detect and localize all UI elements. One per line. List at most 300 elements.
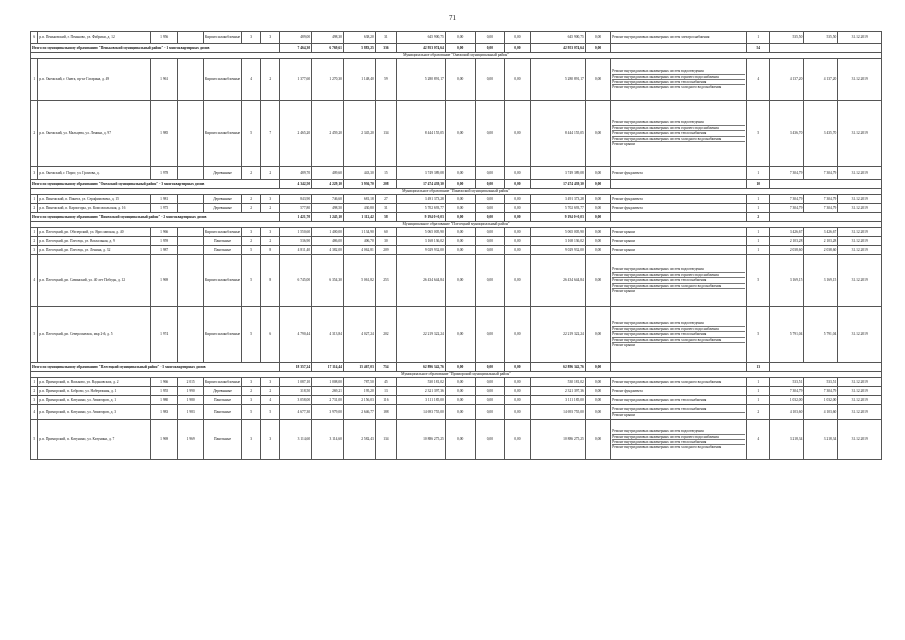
work-item: Ремонт внутридомовых инженерных систем горячего водоснабжения	[612, 125, 745, 130]
total-spacer	[770, 180, 882, 189]
floors-count: 4	[242, 59, 261, 101]
works-count: 1	[747, 378, 770, 387]
build-year: 1 956	[150, 32, 178, 44]
repair-cost: 8 444 155,05	[397, 101, 446, 167]
build-year: 1 975	[150, 204, 178, 213]
work-item: Ремонт внутридомовых инженерных систем холодного водоснабжения	[612, 136, 745, 141]
residents-count: 116	[375, 396, 396, 405]
total-fund-owners: 9 194 0+0,03	[530, 213, 585, 222]
fund-other: 0,00	[585, 237, 610, 246]
works-count: 1	[747, 195, 770, 204]
total-spacer	[611, 213, 747, 222]
table-row	[31, 378, 882, 387]
floors-count: 2	[242, 195, 261, 204]
work-item: Ремонт внутридомовых инженерных систем теплоснабжения	[612, 130, 745, 135]
table-row	[31, 255, 882, 307]
fund-federal: 0,00	[445, 396, 475, 405]
unit-cost-limit: 4 103,60	[804, 405, 838, 420]
row-number: 1	[31, 378, 38, 387]
area-premises: 3 979,00	[312, 405, 344, 420]
works-list	[611, 32, 747, 44]
table-row	[31, 246, 882, 255]
table-row	[31, 32, 882, 44]
repair-cost: 2 321 397,36	[397, 387, 446, 396]
entrances-count: 3	[261, 378, 280, 387]
total-row	[31, 363, 882, 372]
wall-material: Деревянные	[203, 204, 241, 213]
residents-count: 13	[375, 387, 396, 396]
unit-cost-limit: 1 032,00	[804, 396, 838, 405]
total-area-premises: 17 114,44	[312, 363, 344, 372]
row-number: 4	[31, 255, 38, 307]
residents-count: 188	[375, 405, 396, 420]
house-address: р.п. Приморский, п. Катунино, ул. Авиаторов, д. 1	[38, 396, 150, 405]
fund-federal: 0,00	[445, 204, 475, 213]
build-year: 1 981	[150, 195, 178, 204]
total-area-residential: 3 936,70	[343, 180, 375, 189]
total-fund-regional: 0,00	[475, 363, 505, 372]
completion-date: 31.12.2019	[838, 228, 882, 237]
build-year: 1 969	[150, 420, 178, 460]
build-year: 1 985	[150, 101, 178, 167]
residents-count: 253	[375, 255, 396, 307]
total-residents: 58	[375, 213, 396, 222]
house-address: р.п. Плесецкий, рп. Плесецк, ул. Вокзальная, д. 9	[38, 237, 150, 246]
area-premises: 269,21	[312, 387, 344, 396]
fund-other: 0,00	[585, 32, 610, 44]
entrances-count: 3	[261, 228, 280, 237]
work-item: Ремонт внутридомовых инженерных систем холодного водоснабжения	[612, 444, 745, 449]
entrances-count: 5	[261, 405, 280, 420]
residents-count: 31	[375, 32, 396, 44]
fund-owners: 22 219 322,24	[530, 307, 585, 363]
total-area-premises: 1 245,10	[312, 213, 344, 222]
overhaul-year	[178, 167, 203, 180]
total-fund-local: 0,00	[505, 363, 530, 372]
area-residential: 406,70	[343, 237, 375, 246]
repair-cost: 5 065 005,90	[397, 228, 446, 237]
fund-owners: 3 491 373,28	[530, 195, 585, 204]
area-premises: 3 114,60	[312, 420, 344, 460]
fund-other: 0,00	[585, 228, 610, 237]
fund-owners: 3 111 185,00	[530, 396, 585, 405]
area-premises: 2 459,20	[312, 101, 344, 167]
repair-cost: 3 749 389,08	[397, 167, 446, 180]
unit-cost-limit: 7 304,79	[804, 204, 838, 213]
table-row	[31, 396, 882, 405]
overhaul-year: 1 980	[178, 396, 203, 405]
row-number: 2	[31, 101, 38, 167]
entrances-count: 3	[261, 32, 280, 44]
unit-cost: 7 304,79	[770, 387, 804, 396]
fund-regional: 0,00	[475, 420, 505, 460]
completion-date: 31.12.2019	[838, 255, 882, 307]
works-list	[611, 228, 747, 237]
works-count: 1	[747, 167, 770, 180]
house-address: р.п. Приморский, п. Катунино, ул. Катунина, д. 7	[38, 420, 150, 460]
work-item: Ремонт фундамента	[612, 205, 643, 210]
wall-material: Панельные	[203, 246, 241, 255]
unit-cost: 1 032,00	[770, 396, 804, 405]
residents-count: 30	[375, 237, 396, 246]
total-fund-local: 0,00	[505, 44, 530, 53]
works-count: 1	[747, 387, 770, 396]
fund-local: 0,00	[505, 255, 530, 307]
area-total: 318,50	[280, 387, 312, 396]
fund-owners: 5 702 693,77	[530, 204, 585, 213]
municipality-title: Муниципальное образование "Онежский муниципальный район"	[31, 53, 882, 59]
total-cost: 42 953 074,64	[397, 44, 446, 53]
total-area: 18 357,24	[280, 363, 312, 372]
completion-date: 31.12.2019	[838, 405, 882, 420]
total-works-count: 13	[747, 363, 770, 372]
works-list	[611, 255, 747, 307]
fund-other: 0,00	[585, 195, 610, 204]
unit-cost: 2 038,60	[770, 246, 804, 255]
area-residential: 2 345,20	[343, 101, 375, 167]
table-row	[31, 237, 882, 246]
area-residential: 4 027,24	[343, 307, 375, 363]
works-count: 4	[747, 420, 770, 460]
fund-owners: 14 693 755,00	[530, 405, 585, 420]
residents-count: 59	[375, 59, 396, 101]
completion-date: 31.12.2019	[838, 101, 882, 167]
work-item: Ремонт фундамента	[612, 196, 643, 201]
area-residential: 681,18	[343, 195, 375, 204]
wall-material: Деревянные	[203, 167, 241, 180]
work-item: Ремонт внутридомовых инженерных систем водоотведения	[612, 429, 704, 434]
repair-cost: 9 029 932,00	[397, 246, 446, 255]
overhaul-year	[178, 59, 203, 101]
fund-local: 0,00	[505, 32, 530, 44]
overhaul-year	[178, 195, 203, 204]
total-area: 4 342,50	[280, 180, 312, 189]
total-residents: 754	[375, 363, 396, 372]
wall-material: Кирпич шлакоблочные	[203, 59, 241, 101]
works-list	[611, 167, 747, 180]
build-year: 1 966	[150, 378, 178, 387]
works-count: 1	[747, 396, 770, 405]
unit-cost-limit: 3 426,67	[804, 228, 838, 237]
completion-date: 31.12.2019	[838, 195, 882, 204]
table-row	[31, 101, 882, 167]
house-address: р.п. Пинежский, п. Пинега, ул. Серафимовича, д. 15	[38, 195, 150, 204]
wall-material: Панельные	[203, 420, 241, 460]
wall-material: Панельные	[203, 237, 241, 246]
fund-regional: 0,00	[475, 246, 505, 255]
work-item: Ремонт крыши	[612, 288, 745, 293]
entrances-count: 2	[261, 387, 280, 396]
repair-cost: 5 702 693,77	[397, 204, 446, 213]
floors-count: 5	[242, 255, 261, 307]
total-fund-regional: 0,00	[475, 213, 505, 222]
wall-material: Кирпич шлакоблочные	[203, 307, 241, 363]
works-count: 1	[747, 204, 770, 213]
fund-federal: 0,00	[445, 195, 475, 204]
fund-federal: 0,00	[445, 246, 475, 255]
area-total: 1 087,10	[280, 378, 312, 387]
fund-federal: 0,00	[445, 101, 475, 167]
total-spacer	[611, 363, 747, 372]
total-fund-federal: 0,00	[445, 213, 475, 222]
work-item: Ремонт внутридомовых инженерных систем холодного водоснабжения	[612, 379, 722, 384]
house-address: р.п. Пеньковский, г. Пеньково, ул. Фабрики, д. 12	[38, 32, 150, 44]
fund-owners: 10 886 275,25	[530, 420, 585, 460]
fund-other: 0,00	[585, 378, 610, 387]
works-list	[611, 237, 747, 246]
fund-owners: 5 065 005,90	[530, 228, 585, 237]
total-fund-owners: 17 474 439,30	[530, 180, 585, 189]
works-count: 5	[747, 255, 770, 307]
fund-local: 0,00	[505, 378, 530, 387]
total-area-premises: 6 769,61	[312, 44, 344, 53]
unit-cost: 5 791,04	[770, 307, 804, 363]
build-year: 1 974	[150, 307, 178, 363]
unit-cost-limit: 535,50	[804, 32, 838, 44]
area-total: 4 811,40	[280, 246, 312, 255]
fund-other: 0,00	[585, 246, 610, 255]
residents-count: 31	[375, 204, 396, 213]
unit-cost-limit: 7 304,79	[804, 195, 838, 204]
overhaul-year: 1 990	[178, 387, 203, 396]
fund-local: 0,00	[505, 59, 530, 101]
area-total: 489,00	[280, 32, 312, 44]
unit-cost: 3 169,15	[770, 255, 804, 307]
floors-count: 3	[242, 228, 261, 237]
fund-federal: 0,00	[445, 378, 475, 387]
row-number: 2	[31, 204, 38, 213]
floors-count: 3	[242, 378, 261, 387]
total-fund-other: 0,00	[585, 213, 610, 222]
total-fund-local: 0,00	[505, 180, 530, 189]
unit-cost: 3 436,70	[770, 101, 804, 167]
total-works-count: 54	[747, 44, 770, 53]
work-item: Ремонт крыши	[612, 412, 745, 417]
works-list	[611, 195, 747, 204]
works-count: 1	[747, 246, 770, 255]
work-item: Ремонт крыши	[612, 141, 745, 146]
fund-local: 0,00	[505, 405, 530, 420]
wall-material: Кирпич шлакоблочные	[203, 255, 241, 307]
total-cost: 17 474 439,30	[397, 180, 446, 189]
fund-other: 0,00	[585, 405, 610, 420]
fund-federal: 0,00	[445, 420, 475, 460]
fund-other: 0,00	[585, 255, 610, 307]
row-number: 3	[31, 167, 38, 180]
fund-other: 0,00	[585, 420, 610, 460]
overhaul-year	[178, 228, 203, 237]
work-item: Ремонт внутридомовых инженерных систем электроснабжения	[612, 35, 710, 40]
unit-cost: 2 103,28	[770, 237, 804, 246]
fund-local: 0,00	[505, 195, 530, 204]
entrances-count: 7	[261, 101, 280, 167]
work-item: Ремонт внутридомовых инженерных систем горячего водоснабжения	[612, 74, 745, 79]
repair-cost: 645 900,75	[397, 32, 446, 44]
area-total: 1 377,60	[280, 59, 312, 101]
overhaul-year	[178, 32, 203, 44]
repair-cost: 10 886 275,25	[397, 420, 446, 460]
unit-cost: 535,50	[770, 32, 804, 44]
entrances-count: 8	[261, 255, 280, 307]
house-address: р.п. Приморский, п. Васьково, ул. Вадьковских, д. 2	[38, 378, 150, 387]
total-area-premises: 4 229,10	[312, 180, 344, 189]
unit-cost-limit: 5 791,04	[804, 307, 838, 363]
fund-regional: 0,00	[475, 228, 505, 237]
house-address: р.п. Плесецкий, рп. Савинский, ул. 40 лет Победы, д. 12	[38, 255, 150, 307]
completion-date: 31.12.2019	[838, 237, 882, 246]
works-list	[611, 396, 747, 405]
completion-date: 31.12.2019	[838, 167, 882, 180]
fund-federal: 0,00	[445, 167, 475, 180]
house-address: р.п. Приморский, п. Боброво, ул. Набережная, д. 1	[38, 387, 150, 396]
entrances-count: 4	[261, 396, 280, 405]
floors-count: 5	[242, 405, 261, 420]
unit-cost: 7 304,79	[770, 167, 804, 180]
area-premises: 1 400,00	[312, 228, 344, 237]
unit-cost-limit: 3 169,15	[804, 255, 838, 307]
work-item: Ремонт фундамента	[612, 388, 643, 393]
area-premises: 409,60	[312, 167, 344, 180]
total-fund-other: 0,00	[585, 44, 610, 53]
fund-local: 0,00	[505, 167, 530, 180]
fund-local: 0,00	[505, 396, 530, 405]
overhaul-year: 2 015	[178, 378, 203, 387]
residents-count: 134	[375, 420, 396, 460]
entrances-count: 2	[261, 237, 280, 246]
row-number: 2	[31, 387, 38, 396]
wall-material: Кирпич шлакоблочные	[203, 228, 241, 237]
residents-count: 209	[375, 246, 396, 255]
fund-federal: 0,00	[445, 255, 475, 307]
floors-count: 2	[242, 167, 261, 180]
area-residential: 2 582,43	[343, 420, 375, 460]
fund-regional: 0,00	[475, 32, 505, 44]
unit-cost-limit: 3 218,34	[804, 420, 838, 460]
floors-count: 2	[242, 237, 261, 246]
table-row	[31, 307, 882, 363]
fund-regional: 0,00	[475, 101, 505, 167]
floors-count: 5	[242, 101, 261, 167]
total-fund-owners: 42 953 074,64	[530, 44, 585, 53]
municipality-title: Муниципальное образование "Плесецкий муниципальный район"	[31, 222, 882, 228]
area-premises: 6 354,30	[312, 255, 344, 307]
total-fund-regional: 0,00	[475, 180, 505, 189]
fund-federal: 0,00	[445, 237, 475, 246]
works-count: 2	[747, 405, 770, 420]
entrances-count: 2	[261, 59, 280, 101]
total-fund-federal: 0,00	[445, 363, 475, 372]
fund-other: 0,00	[585, 387, 610, 396]
wall-material: Панельные	[203, 396, 241, 405]
overhaul-year	[178, 255, 203, 307]
build-year: 1 955	[150, 387, 178, 396]
repair-cost: 3 168 136,02	[397, 237, 446, 246]
row-number: 4	[31, 405, 38, 420]
area-total: 3 058,00	[280, 396, 312, 405]
fund-regional: 0,00	[475, 405, 505, 420]
total-area: 1 421,70	[280, 213, 312, 222]
fund-other: 0,00	[585, 307, 610, 363]
table-row	[31, 59, 882, 101]
total-area-residential: 15 467,03	[343, 363, 375, 372]
fund-federal: 0,00	[445, 228, 475, 237]
repair-program-table	[30, 31, 882, 460]
wall-material: Кирпич шлакоблочные	[203, 378, 241, 387]
repair-cost: 530 181,02	[397, 378, 446, 387]
total-spacer	[770, 44, 882, 53]
unit-cost: 4 137,20	[770, 59, 804, 101]
works-list	[611, 387, 747, 396]
repair-cost: 22 219 322,24	[397, 307, 446, 363]
total-spacer	[611, 180, 747, 189]
overhaul-year	[178, 101, 203, 167]
area-total: 4 677,30	[280, 405, 312, 420]
wall-material: Панельные	[203, 405, 241, 420]
residents-count: 15	[375, 167, 396, 180]
table-row	[31, 387, 882, 396]
area-total: 577,80	[280, 204, 312, 213]
total-cost: 9 194 0+0,03	[397, 213, 446, 222]
unit-cost: 4 103,60	[770, 405, 804, 420]
total-label: Итого по муниципальному образованию "Пеньковский муниципальный район" - 1 многоквартирных домов	[31, 44, 280, 53]
fund-regional: 0,00	[475, 387, 505, 396]
fund-owners: 5 280 891,17	[530, 59, 585, 101]
total-fund-federal: 0,00	[445, 44, 475, 53]
build-year: 1 980	[150, 396, 178, 405]
area-total: 489,70	[280, 167, 312, 180]
wall-material: Деревянные	[203, 195, 241, 204]
fund-other: 0,00	[585, 167, 610, 180]
area-residential: 1 134,90	[343, 228, 375, 237]
area-premises: 498,30	[312, 32, 344, 44]
area-residential: 430,80	[343, 204, 375, 213]
residents-count: 45	[375, 378, 396, 387]
table-row	[31, 405, 882, 420]
works-count: 5	[747, 307, 770, 363]
repair-cost: 3 491 373,28	[397, 195, 446, 204]
area-premises: 498,50	[312, 204, 344, 213]
build-year: 1 978	[150, 167, 178, 180]
fund-local: 0,00	[505, 101, 530, 167]
completion-date: 31.12.2019	[838, 246, 882, 255]
unit-cost-limit: 2 103,28	[804, 237, 838, 246]
total-fund-other: 0,00	[585, 180, 610, 189]
total-spacer	[770, 363, 882, 372]
floors-count: 2	[242, 204, 261, 213]
work-item: Ремонт внутридомовых инженерных систем теплоснабжения	[612, 331, 745, 336]
wall-material: Деревянные	[203, 387, 241, 396]
house-address: р.п. Приморский, п. Катунино, ул. Авиаторов, д. 3	[38, 405, 150, 420]
completion-date: 31.12.2019	[838, 420, 882, 460]
fund-regional: 0,00	[475, 255, 505, 307]
repair-cost: 14 693 755,00	[397, 405, 446, 420]
total-works-count: 10	[747, 180, 770, 189]
area-residential: 195,20	[343, 387, 375, 396]
total-area-residential: 1 112,42	[343, 213, 375, 222]
total-spacer	[770, 213, 882, 222]
fund-regional: 0,00	[475, 59, 505, 101]
row-number: 3	[31, 396, 38, 405]
area-total: 843,90	[280, 195, 312, 204]
completion-date: 31.12.2019	[838, 204, 882, 213]
build-year: 1 983	[150, 405, 178, 420]
unit-cost-limit: 7 304,79	[804, 387, 838, 396]
work-item: Ремонт внутридомовых инженерных систем теплоснабжения	[612, 277, 745, 282]
row-number: 5	[31, 420, 38, 460]
work-item: Ремонт внутридомовых инженерных систем горячего водоснабжения	[612, 434, 745, 439]
total-area: 7 464,30	[280, 44, 312, 53]
entrances-count: 3	[261, 195, 280, 204]
